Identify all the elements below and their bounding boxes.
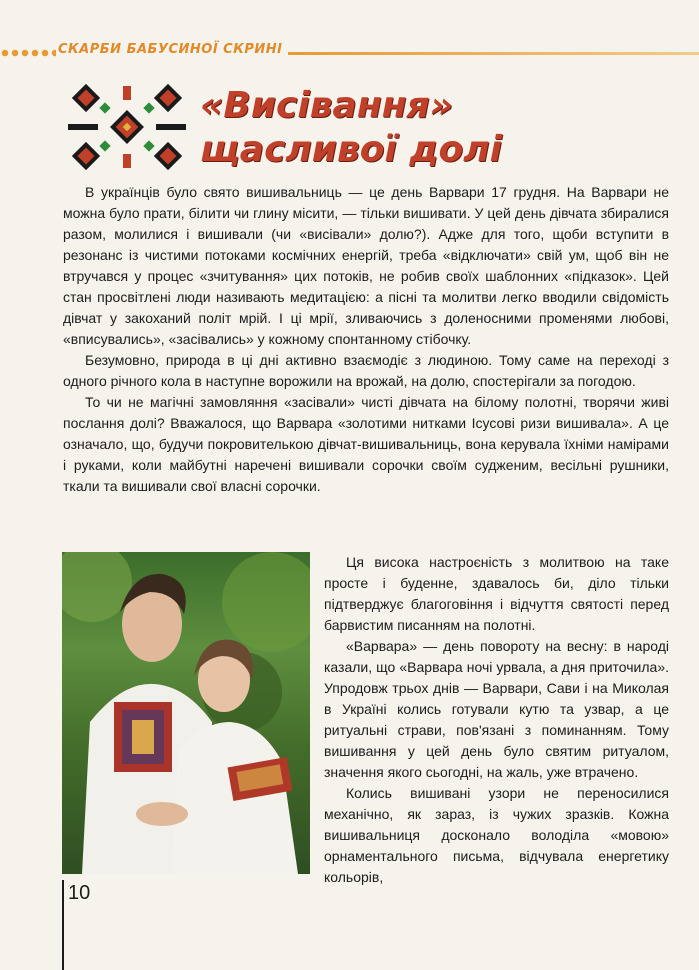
header-dot-ornament [0, 46, 56, 60]
article-body [63, 182, 669, 497]
page-number: 10 [68, 882, 91, 904]
header-rule [288, 52, 699, 55]
page-number-rule [62, 880, 64, 970]
paragraph: То чи не магічні замовляння «засівали» чисті дівчата на білому полотні, творячи живі послання долі? Вважалося, що Варвара «золотими нитками Ісусові ризи вишивала». А це означало, що, будучи покровителькою дівчат-вишивальниць, вона керувала їхніми намірами і руками, коли майбутні наречені вишивали сорочки своїм судженим, весільні рушники, ткали та вишивали свої власні сорочки. [63, 394, 669, 494]
paragraph: Ця висока настроєність з молитвою на таке просте і буденне, здавалось би, діло тільки підтверджує благоговіння і відчуття святості перед барвистим писанням на полотні. [324, 554, 669, 633]
article-side-column [324, 552, 669, 888]
paragraph: «Варвара» — день повороту на весну: в народі казали, що «Варвара ночі урвала, а дня приточила». Упродовж трьох днів — Варвари, Сави і на Миколая в Україні колись готували кутю та узвар, а це ритуальні страви, пов'язані з поминанням. Тому вишивання у цей день було святим ритуалом, значення якого сьогодні, на жаль, уже втрачено. [324, 638, 669, 780]
section-header [0, 40, 699, 66]
paragraph: Колись вишивані узори не переносилися механічно, як зараз, із чужих зразків. Кожна вишивальниця досконало володіла «мовою» орнаментального письма, відчувала енергетику кольорів, [324, 785, 669, 885]
couple-photo-illustration [62, 552, 310, 874]
couple-photo [62, 552, 310, 874]
section-label: СКАРБИ БАБУСИНОЇ СКРИНІ [58, 42, 283, 57]
paragraph: Безумовно, природа в ці дні активно взаємодіє з людиною. Тому саме на переході з одного річного кола в наступне ворожили на врожай, на долю, спостерігали за погодою. [63, 352, 669, 389]
embroidery-ornament-icon [68, 84, 186, 170]
article-title [200, 84, 680, 172]
title-line-1: «Висівання» [200, 85, 454, 126]
paragraph: В українців було свято вишивальниць — це день Варвари 17 грудня. На Варвари не можна було прати, білити чи глину місити, — тільки вишивати. У цей день дівчата збиралися разом, молилися і вишивали (чи «висівали» долю?). Адже для того, щоби вступити в резонанс із чистими потоками космічних енергій, треба «відключати» свій ум, щоб він не втручався у процес «зчитування» цих потоків, не робив своїх шаблонних «підказок». Цей стан просвітлені люди називають медитацією: а пісні та молитви легко вводили свідомість дівчат у закоханий політ мрій. І ці мрії, зливаючись з доленосними променями любові, «вписувались», «засівались» у кожному спонтанному стібочку. [63, 184, 669, 347]
title-line-2: щасливої долі [200, 129, 502, 170]
